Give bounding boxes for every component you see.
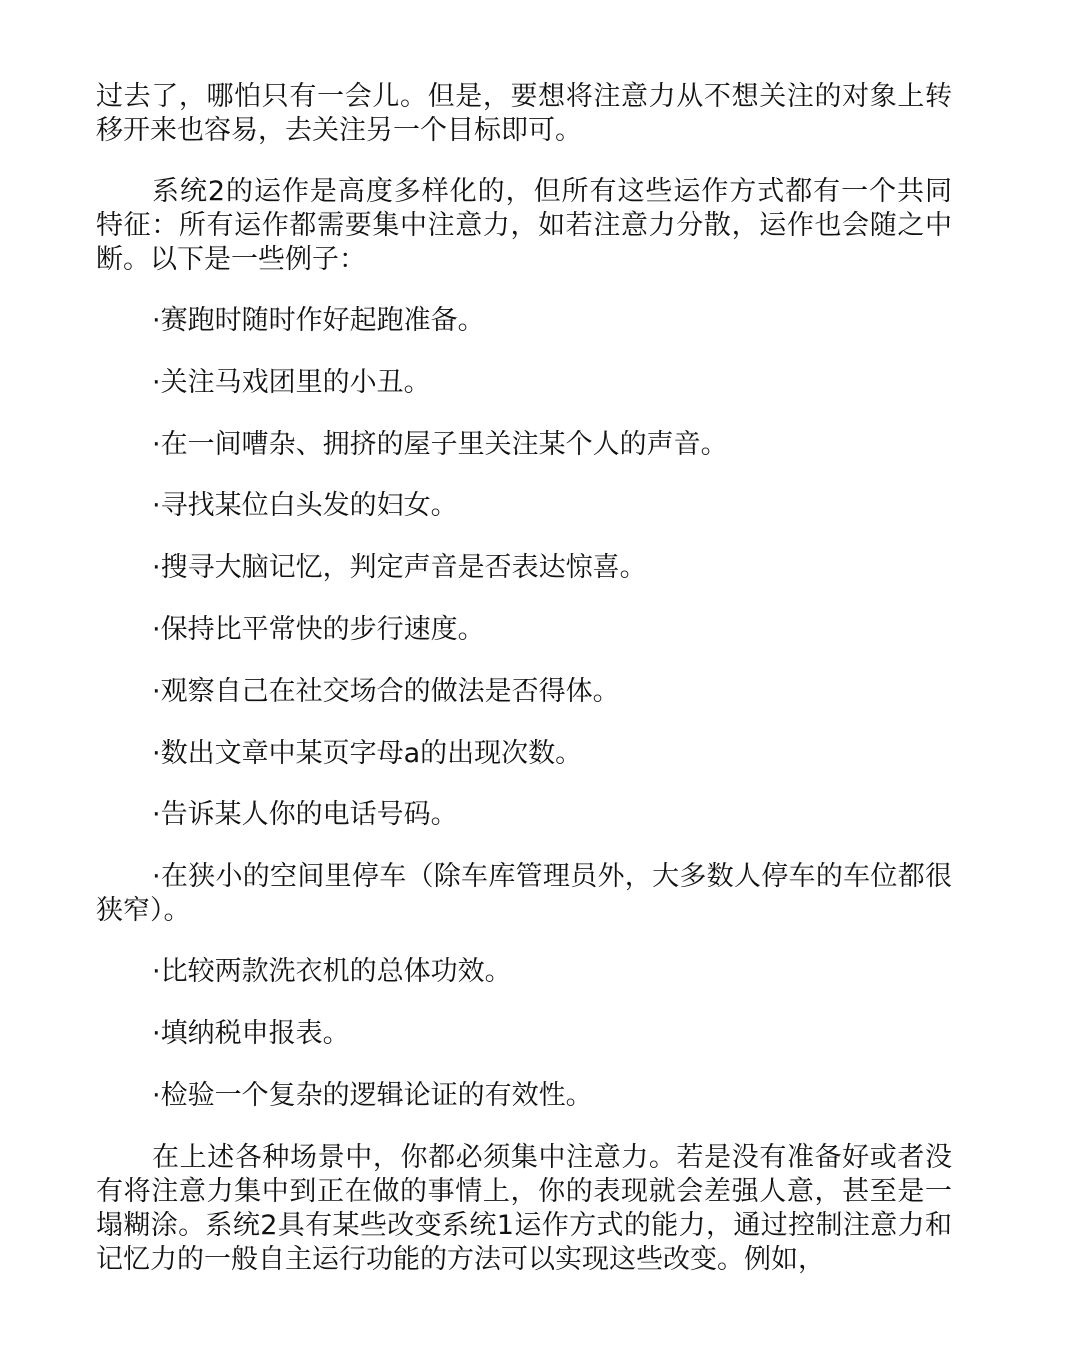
document-page xyxy=(96,80,952,1277)
intro-paragraph: 系统2的运作是高度多样化的，但所有这些运作方式都有一个共同特征：所有运作都需要集中注意力，如若注意力分散，运作也会随之中断。以下是一些例子： xyxy=(96,176,952,275)
example-item: ·告诉某人你的电话号码。 xyxy=(152,799,458,831)
example-item: ·比较两款洗衣机的总体功效。 xyxy=(152,956,512,988)
example-item: ·数出文章中某页字母a的出现次数。 xyxy=(152,737,583,769)
example-item: ·填纳税申报表。 xyxy=(152,1017,350,1049)
closing-paragraph: 在上述各种场景中，你都必须集中注意力。若是没有准备好或者没有将注意力集中到正在做的事情上，你的表现就会差强人意，甚至是一塌糊涂。系统2具有某些改变系统1运作方式的能力，通过控制注意力和记忆力的一般自主运行功能的方法可以实现这些改变。例如， xyxy=(96,1141,952,1275)
example-item: ·关注马戏团里的小丑。 xyxy=(152,366,431,398)
example-item: ·搜寻大脑记忆，判定声音是否表达惊喜。 xyxy=(152,552,647,584)
example-item: ·在一间嘈杂、拥挤的屋子里关注某个人的声音。 xyxy=(152,428,728,460)
example-item: ·在狭小的空间里停车（除车库管理员外，大多数人停车的车位都很狭窄）。 xyxy=(96,861,952,927)
example-item: ·赛跑时随时作好起跑准备。 xyxy=(152,305,485,336)
example-item: ·寻找某位白头发的妇女。 xyxy=(152,490,458,522)
example-item: ·保持比平常快的步行速度。 xyxy=(152,613,485,645)
example-item: ·检验一个复杂的逻辑论证的有效性。 xyxy=(152,1079,593,1111)
continued-paragraph: 过去了，哪怕只有一会儿。但是，要想将注意力从不想关注的对象上转移开来也容易，去关注另一个目标即可。 xyxy=(96,81,952,146)
example-item: ·观察自己在社交场合的做法是否得体。 xyxy=(152,675,620,707)
